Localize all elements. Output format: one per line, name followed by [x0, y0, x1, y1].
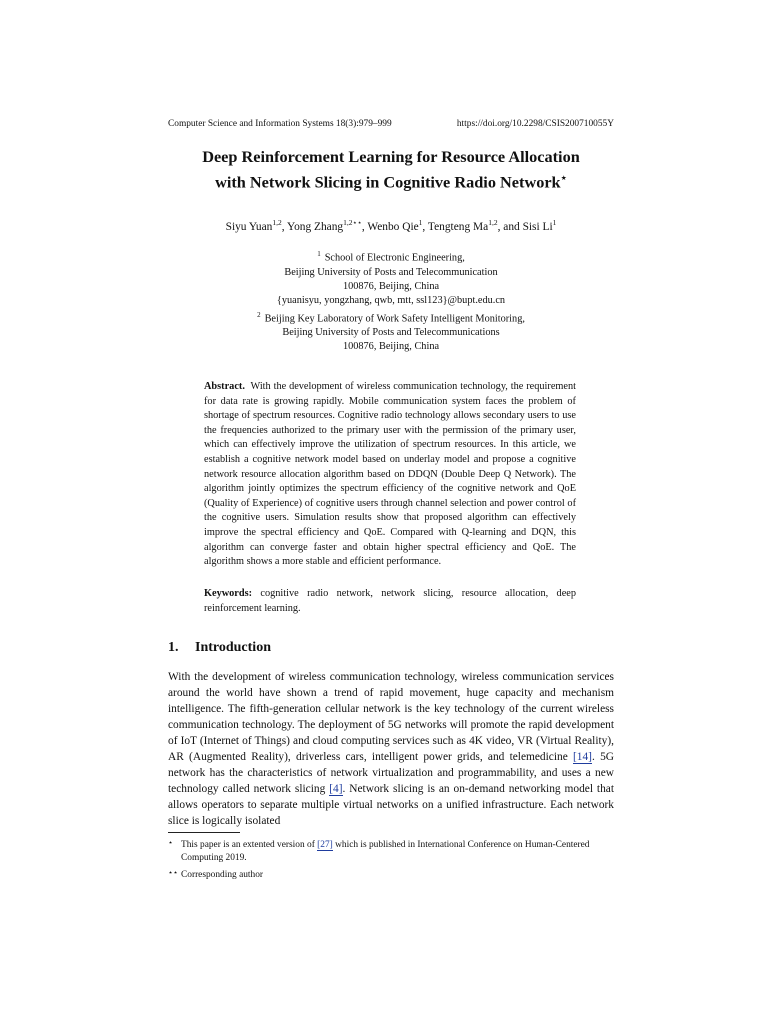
title-line-2: with Network Slicing in Cognitive Radio Network⋆	[215, 172, 567, 192]
author-separator: ,	[422, 220, 428, 233]
author: Tengteng Ma$^{1,2}$	[427, 218, 498, 233]
author: Wenbo Qie$^1$	[367, 218, 423, 233]
footnote-2: ⋆⋆ Corresponding author	[168, 867, 264, 880]
affiliations	[168, 247, 614, 355]
author-separator: , and	[497, 220, 523, 233]
author: Yong Zhang$^{1,2⋆⋆}$	[287, 218, 362, 233]
footnote-mark: ⋆	[168, 838, 174, 847]
journal-citation: Computer Science and Information Systems 18(3):979–999	[168, 119, 392, 129]
affiliation-1-line-3: 100876, Beijing, China	[342, 280, 440, 292]
footnotes	[168, 836, 614, 882]
author: Sisi Li$^1$	[522, 218, 557, 233]
section-heading-introduction	[168, 640, 271, 656]
paper-title	[168, 146, 614, 193]
introduction-paragraph: With the development of wireless communication technology, wireless communication services around the world have shown a trend of rapid movement, huge capacity and mechanism intelligence. The fifth-generation cellular network is the key technology of the current wireless communication technology. The deployment of 5G networks will promote the rapid development of IoT (Internet of Things) and cloud computing services such as 4K video, VR (Virtual Reality), AR (Augmented Reality), driverless cars, intelligent power grids, and telemedicine [14]. 5G network has the characteristics of network virtualization and programmability, and uses a new technology called network slicing [4]. Network slicing is an on-demand networking model that allows operators to separate multiple virtual networks on a unified infrastructure. Each network slice is logically isolated	[168, 671, 614, 827]
affiliation-2-line-2: Beijing University of Posts and Telecommunications	[282, 327, 500, 339]
abstract-text: With the development of wireless communication technology, the requirement for data rate is growing rapidly. Mobile communication system faces the problem of shortage of spectrum resources. Cognitive radio technology allows secondary users to use the frequencies authorized to the primary user with the permission of the primary user, which can effectively improve the utilization of spectrum resources. In this article, we establish a cognitive network model based on underlay model and propose a cognitive network resource allocation algorithm based on DDQN (Double Deep Q Network). The algorithm jointly optimizes the spectrum efficiency of the cognitive network and QoE (Quality of Experience) of cognitive users through channel selection and power control of the cognitive users. Simulation results show that proposed algorithm can effectively improve the spectral efficiency and QoE. Compared with Q-learning and DQN, this algorithm can converge faster and obtain higher spectral efficiency and QoE. The algorithm shows a more stable and efficient performance.	[204, 381, 576, 568]
abstract	[204, 380, 576, 570]
title-footnote-mark[interactable]: ⋆	[560, 173, 567, 184]
keywords	[204, 587, 576, 616]
citation-link[interactable]: [27]	[317, 840, 333, 850]
affiliation-1-line-2: Beijing University of Posts and Telecommunication	[284, 266, 498, 278]
title-line-1: Deep Reinforcement Learning for Resource Allocation	[202, 147, 580, 166]
author-separator: ,	[281, 220, 287, 233]
citation-link[interactable]: [4]	[329, 782, 343, 795]
author-list	[168, 218, 614, 233]
author: Siyu Yuan$^{1,2}$	[225, 218, 282, 233]
keywords-label: Keywords:	[204, 588, 253, 599]
section-title: Introduction	[195, 640, 271, 655]
abstract-label: Abstract.	[204, 381, 245, 392]
doi-link[interactable]: https://doi.org/10.2298/CSIS200710055Y	[456, 119, 614, 129]
section-number: 1.	[168, 640, 179, 655]
affiliation-2-line-1: $^2$ Beijing Key Laboratory of Work Safety Intelligent Monitoring,	[257, 310, 525, 325]
footnote-mark: ⋆⋆	[168, 867, 179, 877]
affiliation-1-emails: {yuanisyu, yongzhang, qwb, mtt, ssl123}@bupt.edu.cn	[276, 294, 506, 306]
author-separator: ,	[361, 220, 368, 233]
running-header	[168, 119, 614, 129]
affiliation-1-line-1: $^1$ School of Electronic Engineering,	[317, 250, 465, 264]
citation-link[interactable]: [14]	[573, 750, 592, 763]
footnote-rule	[168, 832, 240, 833]
footnote-1: ⋆ This paper is an extented version of [27] which is published in International Conference on Human-Centered Computing 2019.	[168, 838, 590, 864]
affiliation-2-line-3: 100876, Beijing, China	[342, 341, 440, 353]
keywords-text: cognitive radio network, network slicing, resource allocation, deep reinforcement learning.	[204, 588, 576, 614]
